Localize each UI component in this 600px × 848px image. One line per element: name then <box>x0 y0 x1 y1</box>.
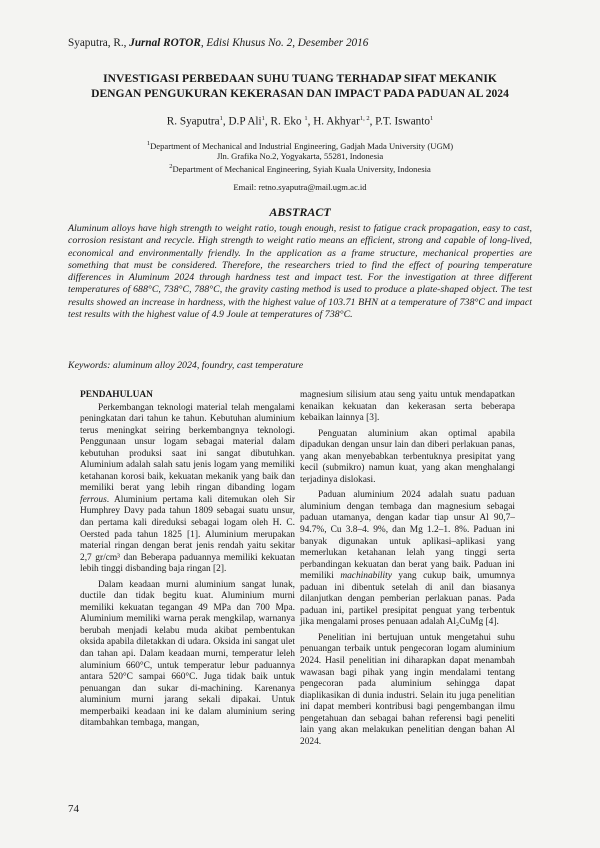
abstract-heading: ABSTRACT <box>269 205 331 219</box>
author-3: , R. Eko <box>264 115 305 128</box>
header-issue: , Edisi Khusus No. 2, Desember 2016 <box>200 37 369 49</box>
affiliations <box>60 139 540 175</box>
abstract-text: Aluminum alloys have high strength to weight ratio, tough enough, resist to fatigue crack propagation, easy to cast, corrosion resistant and recycle. High strength to weight ratio means an efficient, strong and capable of long-lived, economical and environmentally friendly. In the application as a frame structure, mechanical properties are something that must be considered. Therefore, the researchers tried to find the effect of pouring temperature differences in Aluminum 2024 through hardness test and impact test. For the investigation at three different temperatures of 688°C, 738°C, 788°C, the gravity casting method is used to produce a plate-shaped object. The test results showed an increase in hardness, with the highest value of 103.71 BHN at a temperature of 738°C and impact test results with the highest value of 4.9 Joule at temperatures of 738°C. <box>68 223 532 321</box>
title-line-1: INVESTIGASI PERBEDAAN SUHU TUANG TERHADAP SIFAT MEKANIK <box>103 72 497 85</box>
title-line-2: DENGAN PENGUKURAN KEKERASAN DAN IMPACT PADA PADUAN AL 2024 <box>91 87 509 100</box>
right-column <box>300 390 515 752</box>
left-p1-tail: . Aluminium pertama kali ditemukan oleh Sir Humphrey Davy pada tahun 1809 sebagai suatu unsur, dan pertama kali direduksi sebagai logam oleh H. C. Oersted pada tahun 1825 [1]. Aluminium merupakan material ringan dengan berat jenis rendah yaitu sekitar 2,7 gr/cm³ dan Beberapa paduannya memiliki kekuatan lebih tinggi disbanding baja ringan [2]. <box>80 494 295 575</box>
right-paragraph-0: magnesium silisium atau seng yaitu untuk mendapatkan kenaikan kekuatan dan kekerasan serta beberapa kebaikan lainnya [3]. <box>300 390 515 424</box>
right-paragraph-1: Penguatan aluminium akan optimal apabila dipadukan dengan unsur lain dan diberi perlakuan panas, yang akan menyebabkan terbentuknya presipitat yang kecil (submikro) namun kuat, yang akan menghalangi terjadinya dislokasi. <box>300 428 515 485</box>
author-5-sup: 1 <box>429 115 434 122</box>
left-p1-italic: ferrous <box>80 494 107 505</box>
author-4: , H. Akhyar <box>307 115 360 128</box>
header-journal: Jurnal ROTOR <box>129 37 201 49</box>
affiliation-2 <box>60 162 540 174</box>
keywords: Keywords: aluminum alloy 2024, foundry, cast temperature <box>68 360 304 371</box>
affiliation-1-sup: 1 <box>146 140 151 147</box>
author-1: R. Syaputra <box>166 115 220 128</box>
author-2-sup: 1 <box>261 115 265 122</box>
running-header <box>68 37 368 49</box>
author-list <box>0 115 600 128</box>
author-4-sup: 1, 2 <box>359 115 370 122</box>
page-number: 74 <box>68 803 79 815</box>
left-p1-text: Perkembangan teknologi material telah mengalami peningkatan dari tahun ke tahun. Kebutuhan aluminium terus meningkat seiring berkembangnya teknologi. Penggunaan unsur logam sebagai material dalam kebutuhan produksi saat ini sangat dibutuhkan. Aluminium adalah salah satu jenis logam yang memiliki ketahanan korosi baik, kekuatan mekanik yang baik dan memiliki berat yang lebih ringan dibanding logam <box>80 402 295 494</box>
header-authors: Syaputra, R., <box>68 37 130 49</box>
section-heading: PENDAHULUAN <box>80 390 153 400</box>
right-p2-italic: machinability <box>340 571 392 582</box>
paper-title <box>60 71 540 101</box>
right-paragraph-3: Penelitian ini bertujuan untuk mengetahui suhu penuangan terbaik untuk pengecoran logam aluminium 2024. Hasil penelitian ini diharapkan dapat menambah wawasan bagi pihak yang ingin mendalami tentang pengecoran pada aluminium sehingga dapat diaplikasikan di dunia industri. Selain itu juga penelitian ini dapat memberi kontribusi bagi pengembangan ilmu pengetahuan dan sebagai bahan referensi bagi peneliti lain yang akan melakukan penelitian dengan bahan Al 2024. <box>300 632 515 747</box>
affiliation-1-text: Department of Mechanical and Industrial Engineering, Gadjah Mada University (UGM) <box>150 140 454 151</box>
left-paragraph-2: Dalam keadaan murni aluminium sangat lunak, ductile dan tidak begitu kuat. Aluminium murni memiliki kekuatan tegangan 49 MPa dan 700 Mpa. Aluminium memiliki warna perak mengkilap, warnanya berubah menjadi kelabu muda akibat pembentukan oksida apabila diletakkan di udara. Oksida ini sangat ulet dan tahan api. Dalam keadaan murni, temperatur leleh aluminium 660°C, untuk temperatur lebur paduannya antara 520°C sampai 660°C. Juga tidak baik untuk penuangan dan sukar di-machining. Karenanya aluminium murni jarang sekali dipakai. Untuk memperbaiki keadaan ini ke dalam aluminium sering ditambahkan tembaga, mangan, <box>80 579 295 729</box>
author-3-sup: 1 <box>304 115 308 122</box>
affiliation-2-text: Department of Mechanical Engineering, Syiah Kuala University, Indonesia <box>172 163 431 174</box>
author-5: , P.T. Iswanto <box>369 115 430 128</box>
affiliation-2-sup: 2 <box>169 163 173 171</box>
left-column <box>80 390 295 734</box>
affiliation-1-address: Jln. Grafika No.2, Yogyakarta, 55281, Indonesia <box>216 151 384 162</box>
left-paragraph-1 <box>80 403 295 576</box>
author-email: Email: retno.syaputra@mail.ugm.ac.id <box>233 182 367 192</box>
author-2: , D.P Ali <box>222 115 262 128</box>
right-paragraph-2 <box>300 490 515 629</box>
affiliation-1 <box>60 139 540 151</box>
author-1-sup: 1 <box>219 115 223 122</box>
right-p2-tail: yang cukup baik, umumnya paduan ini dibentuk setelah di anil dan biasanya dilanjutkan dengan pemberian perlakuan panas. Pada paduan ini, partikel presipitat penguat yang terbentuk jika mengalami proses penuaan adalah Al₂CuMg [4]. <box>300 571 515 628</box>
right-p2-text: Paduan aluminium 2024 adalah suatu paduan aluminium dengan tembaga dan magnesium sebagai paduan utamanya, dengan kadar tiap unsur Al 90,7–94.7%, Cu 3.8–4. 9%, dan Mg 1.2–1. 8%. Paduan ini banyak digunakan untuk aplikasi–aplikasi yang memerlukan ketahanan lelah yang tinggi serta perbandingan kekuatan dan berat yang baik. Paduan ini memiliki <box>300 490 515 582</box>
